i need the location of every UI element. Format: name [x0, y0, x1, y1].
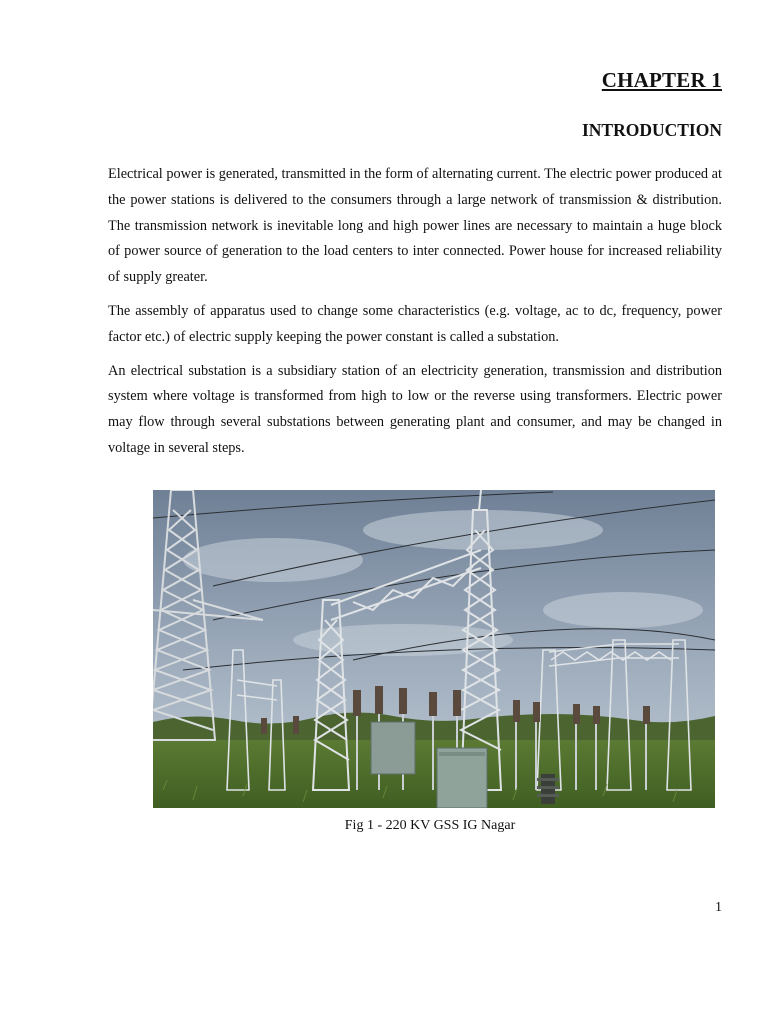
page-number: 1 — [715, 900, 722, 915]
control-cabinet-left — [371, 722, 415, 774]
substation-illustration — [153, 490, 715, 808]
figure-caption: Fig 1 - 220 KV GSS IG Nagar — [344, 818, 516, 833]
paragraph-2: The assembly of apparatus used to change some characteristics (e.g. voltage, ac to dc, frequency, power factor etc.) of electric supply keeping the power constant is called a substation. — [108, 302, 722, 345]
control-cabinet-center — [437, 748, 487, 808]
substation-photo — [153, 490, 715, 808]
paragraph-1: Electrical power is generated, transmitted in the form of alternating current. The electric power produced at the power stations is delivered to the consumers through a large network of transmission & distribution. The transmission network is inevitable long and high power lines are necessary to maintain a huge block of power source of generation to the load centers to inter connected. Power house for increased reliability of supply greater. — [108, 166, 722, 286]
section-title: INTRODUCTION — [581, 120, 722, 140]
paragraph-3: An electrical substation is a subsidiary station of an electricity generation, transmission and distribution system where voltage is transformed from high to low or the reverse using transformers. Electric power may flow through several substations between generating plant and consumer, and may be changed in voltage in several steps. — [108, 362, 722, 456]
body-text — [108, 162, 722, 470]
chapter-heading: CHAPTER 1 — [601, 68, 722, 92]
